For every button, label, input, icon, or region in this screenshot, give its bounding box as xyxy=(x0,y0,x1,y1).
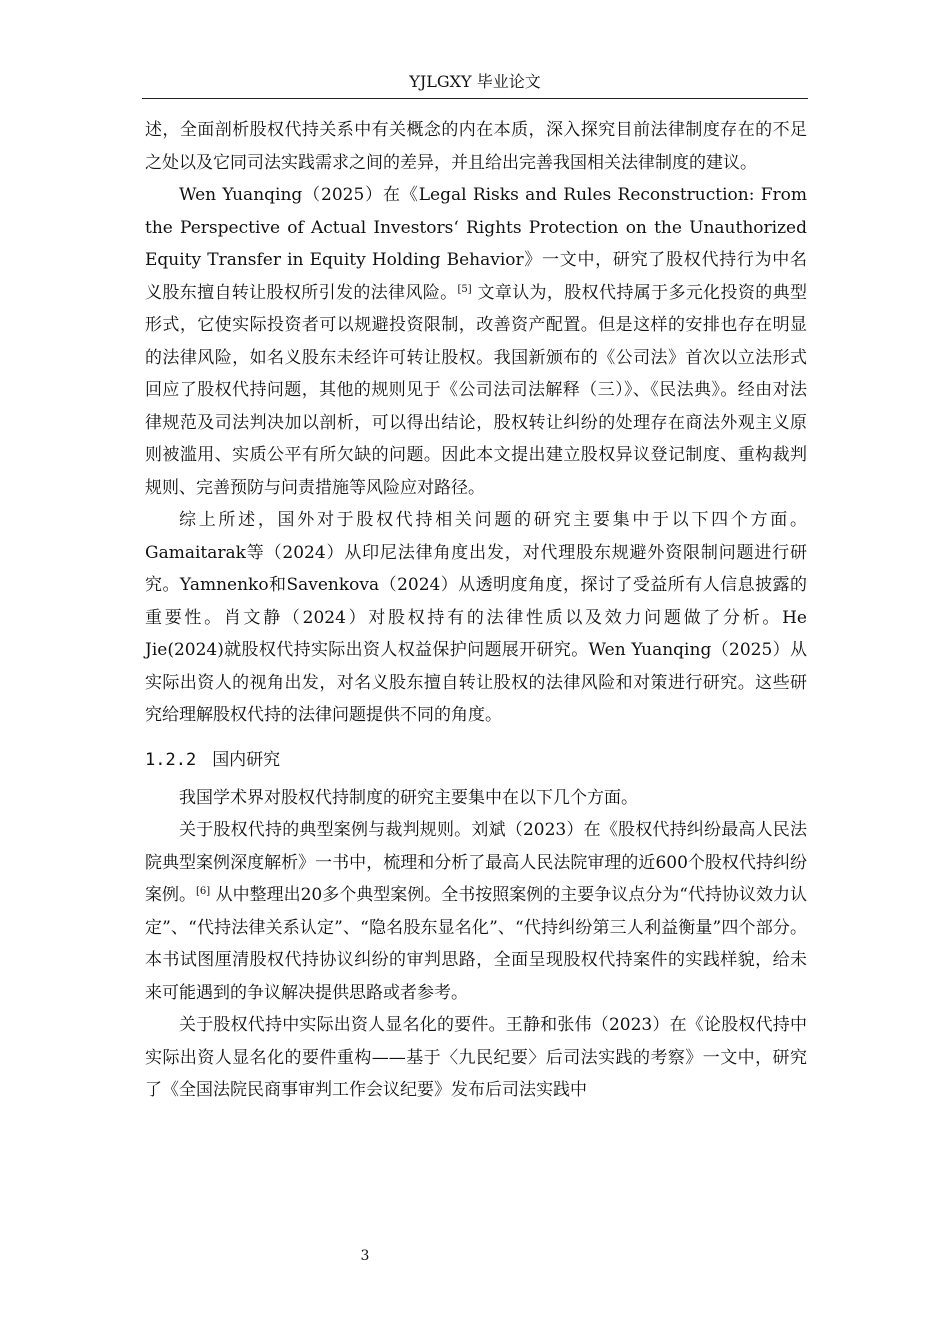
section-number: 1.2.2 xyxy=(145,749,197,770)
page-number: 3 xyxy=(360,1248,370,1264)
paragraph-continuation: 述，全面剖析股权代持关系中有关概念的内在本质，深入探究目前法律制度存在的不足之处以及它同司法实践需求之间的差异，并且给出完善我国相关法律制度的建议。 xyxy=(145,120,807,173)
paragraph-text: 关于股权代持的典型案例与裁判规则。刘斌（2023）在《股权代持纠纷最高人民法院典型案例深度解析》一书中，梳理和分析了最高人民法院审理的近600个股权代持纠纷案例。 xyxy=(145,820,807,905)
citation-marker: [5] xyxy=(457,283,472,295)
header-divider xyxy=(142,98,808,99)
paragraph-disclosure-requirements: 关于股权代持中实际出资人显名化的要件。王静和张伟（2023）在《论股权代持中实际出资人显名化的要件重构——基于〈九民纪要〉后司法实践的考察》一文中，研究了《全国法院民商事审判工作会议纪要》发布后司法实践中 xyxy=(145,1015,807,1100)
section-title: 国内研究 xyxy=(212,749,281,770)
paragraph-text: 文章认为，股权代持属于多元化投资的典型形式，它使实际投资者可以规避投资限制，改善资产配置。但是这样的安排也存在明显的法律风险，如名义股东未经许可转让股权。我国新颁布的《公司法》首次以立法形式回应了股权代持问题，其他的规则见于《公司法司法解释（三）》、《民法典》。经由对法律规范及司法判决加以剖析，可以得出结论，股权转让纠纷的处理存在商法外观主义原则被滥用、实质公平有所欠缺的问题。因此本文提出建立股权异议登记制度、重构裁判规则、完善预防与问责措施等风险应对路径。 xyxy=(145,282,807,498)
paragraph-wen-yuanqing xyxy=(145,179,807,504)
paragraph-typical-cases xyxy=(145,814,807,1009)
page-header: YJLGXY 毕业论文 xyxy=(409,72,541,91)
section-heading xyxy=(145,744,807,776)
paragraph-text: 从中整理出20多个典型案例。全书按照案例的主要争议点分为“代持协议效力认定”、“代持法律关系认定”、“隐名股东显名化”、“代持纠纷第三人利益衡量”四个部分。本书试图厘清股权代持协议纠纷的审判思路，全面呈现股权代持案件的实践样貌，给未来可能遇到的争议解决提供思路或者参考。 xyxy=(145,885,807,1003)
paragraph-text: Wen Yuanqing（2025）在《Legal Risks and Rules Reconstruction: From the Perspective of Actual Investors‘ Rights Protection on the Unauthorized Equity Transfer in Equity Holding Behavior》一文中，研究了股权代持行为中名义股东擅自转让股权所引发的法律风险。 xyxy=(145,185,807,303)
body-text xyxy=(145,114,807,1107)
paragraph-summary: 综上所述，国外对于股权代持相关问题的研究主要集中于以下四个方面。Gamaitarak等（2024）从印尼法律角度出发，对代理股东规避外资限制问题进行研究。Yamnenko和Savenkova（2024）从透明度角度，探讨了受益所有人信息披露的重要性。肖文静（2024）对股权持有的法律性质以及效力问题做了分析。He Jie(2024)就股权代持实际出资人权益保护问题展开研究。Wen Yuanqing（2025）从实际出资人的视角出发，对名义股东擅自转让股权的法律风险和对策进行研究。这些研究给理解股权代持的法律问题提供不同的角度。 xyxy=(145,510,807,725)
citation-marker: [6] xyxy=(196,886,211,897)
paragraph-domestic-intro: 我国学术界对股权代持制度的研究主要集中在以下几个方面。 xyxy=(179,787,638,808)
